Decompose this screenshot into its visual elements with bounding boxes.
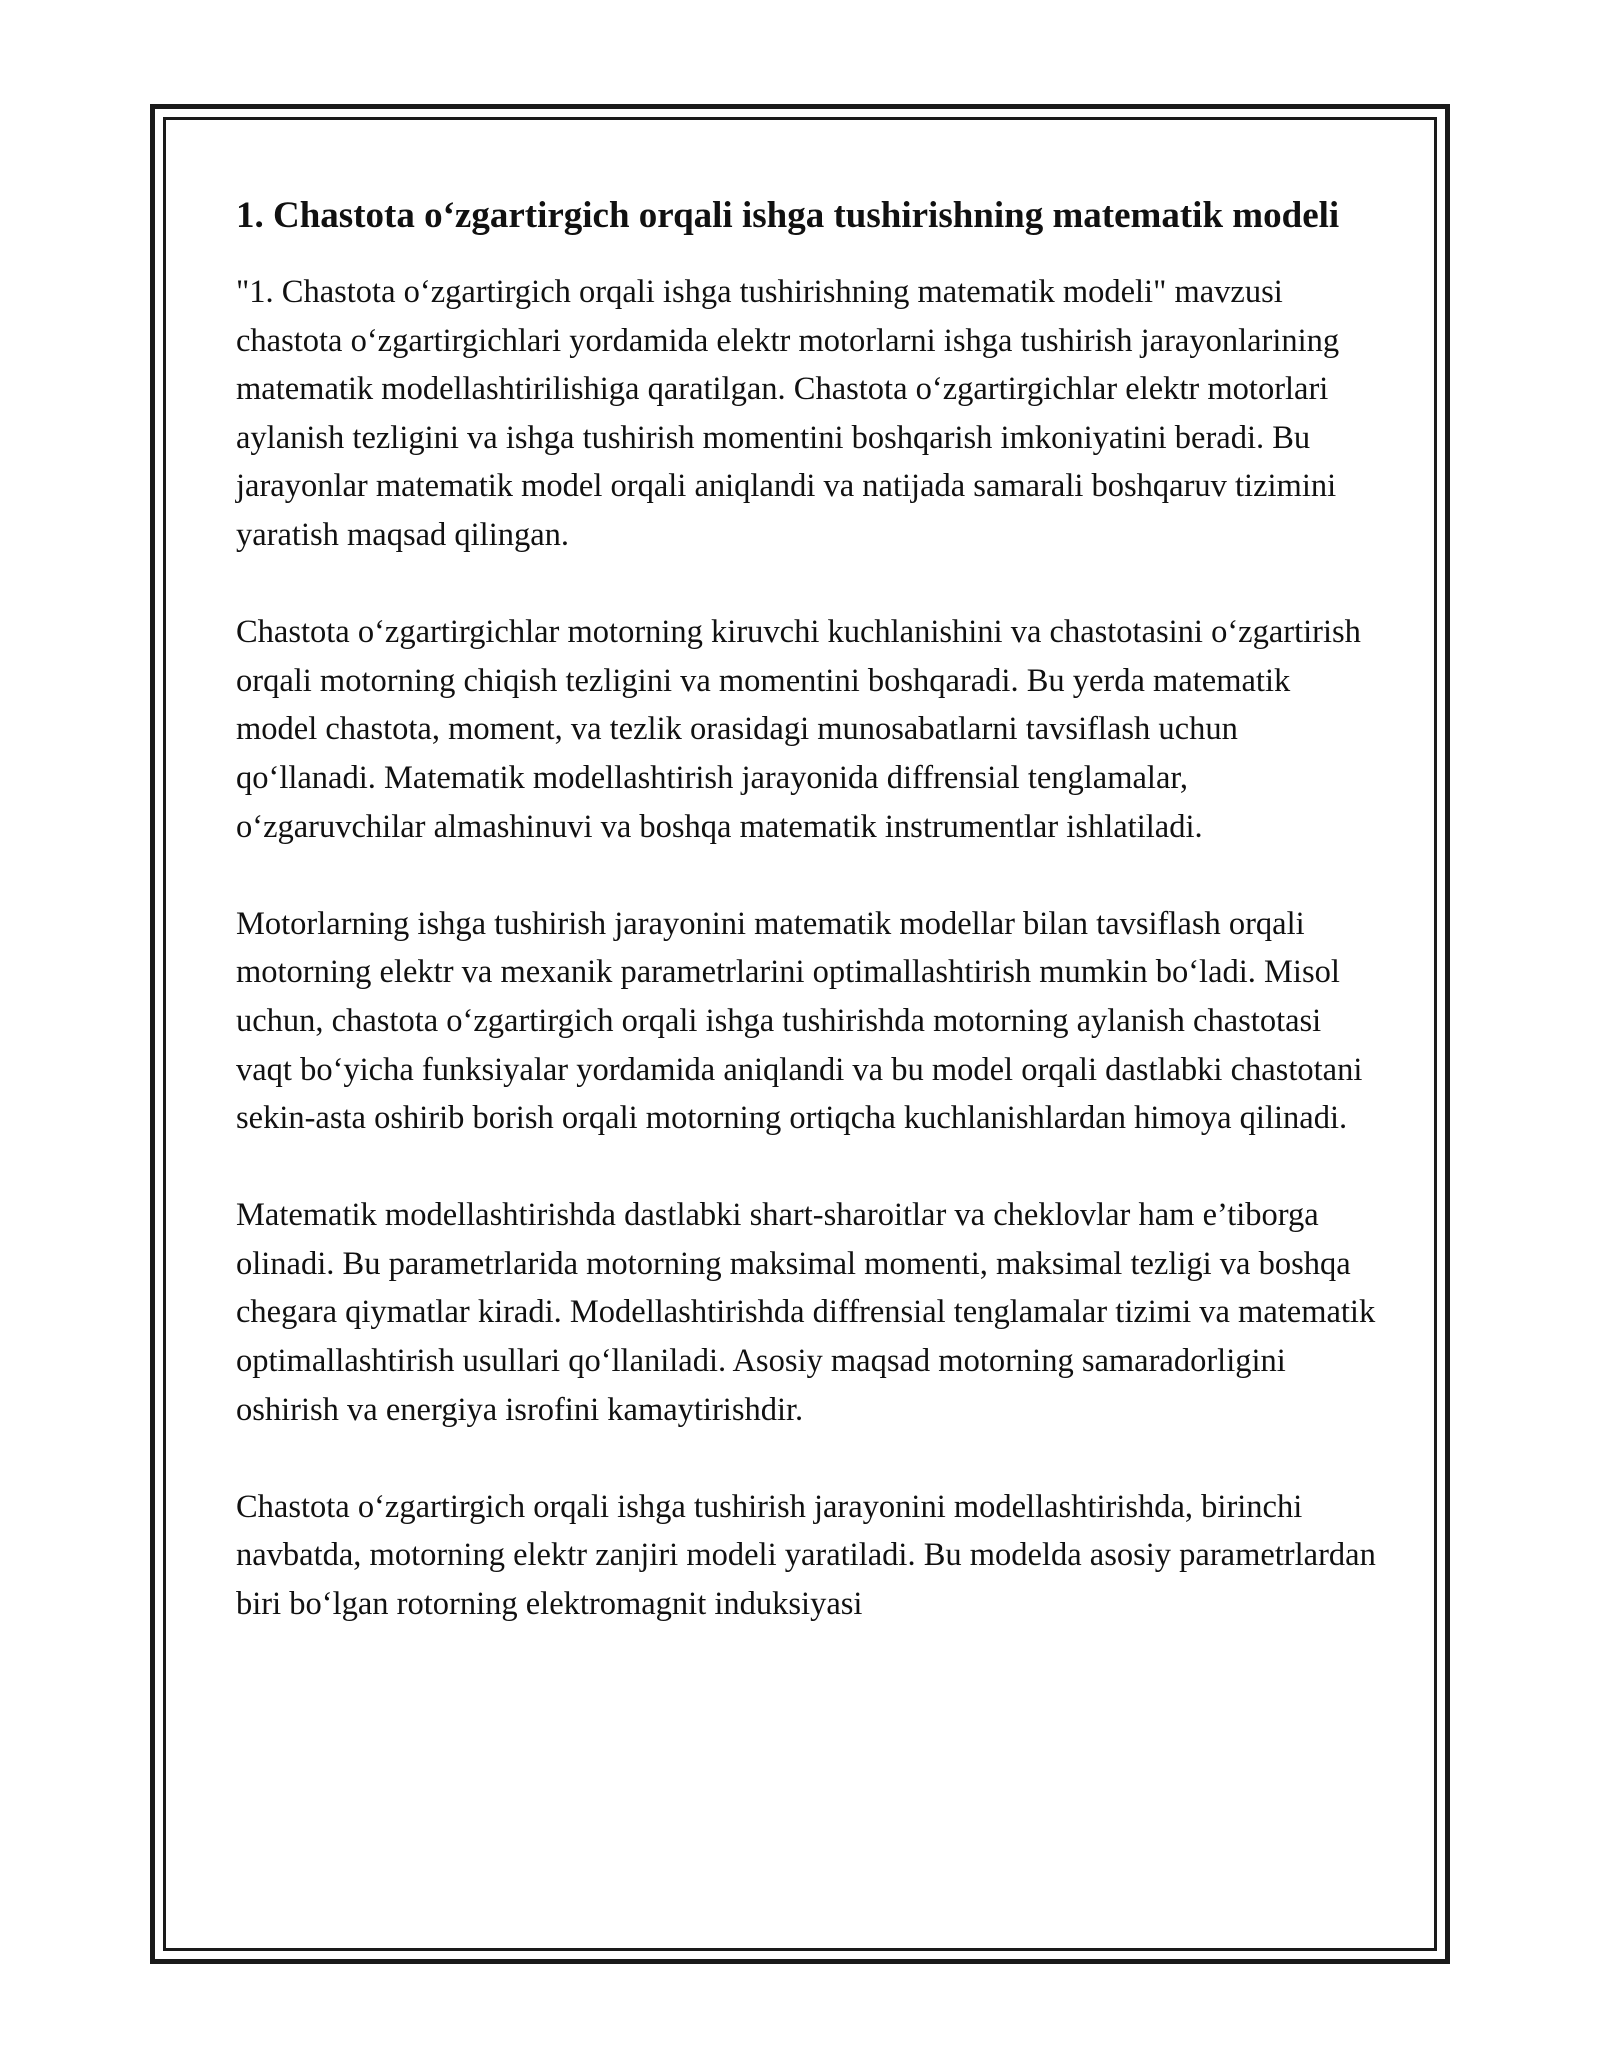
paragraph-4: Matematik modellashtirishda dastlabki shart-sharoitlar va cheklovlar ham e’tiborga olinadi. Bu parametrlarida motorning maksimal momenti, maksimal tezligi va boshqa chegara qiymatlar kiradi. Modellashtirishda diffrensial tenglamalar tizimi va matematik optimallashtirish usullari qo‘llaniladi. Asosiy maqsad motorning samaradorligini oshirish va energiya isrofini kamaytirishdir.	[236, 1197, 1376, 1428]
section-heading: 1. Chastota o‘zgartirgich orqali ishga tushirishning matematik modeli	[236, 195, 1340, 236]
paragraph-5: Chastota o‘zgartirgich orqali ishga tushirish jarayonini modellashtirishda, birinchi navbatda, motorning elektr zanjiri modeli yaratiladi. Bu modelda asosiy parametrlardan biri bo‘lgan rotorning elektromagnit induksiyasi	[236, 1488, 1376, 1623]
paragraph-2: Chastota o‘zgartirgichlar motorning kiruvchi kuchlanishini va chastotasini o‘zgartirish orqali motorning chiqish tezligini va momentini boshqaradi. Bu yerda matematik model chastota, moment, va tezlik orasidagi munosabatlarni tavsiflash uchun qo‘llanadi. Matematik modellashtirish jarayonida diffrensial tenglamalar, o‘zgaruvchilar almashinuvi va boshqa matematik instrumentlar ishlatiladi.	[236, 614, 1361, 845]
paragraph-3: Motorlarning ishga tushirish jarayonini matematik modellar bilan tavsiflash orqali motorning elektr va mexanik parametrlarini optimallashtirish mumkin bo‘ladi. Misol uchun, chastota o‘zgartirgich orqali ishga tushirishda motorning aylanish chastotasi vaqt bo‘yicha funksiyalar yordamida aniqlandi va bu model orqali dastlabki chastotani sekin-asta oshirib borish orqali motorning ortiqcha kuchlanishlardan himoya qilinadi.	[236, 905, 1363, 1137]
document-content	[236, 188, 1376, 1677]
paragraph-1: "1. Chastota o‘zgartirgich orqali ishga tushirishning matematik modeli" mavzusi chastota o‘zgartirgichlari yordamida elektr motorlarni ishga tushirish jarayonlarining matematik modellashtirilishiga qaratilgan. Chastota o‘zgartirgichlar elektr motorlari aylanish tezligini va ishga tushirish momentini boshqarish imkoniyatini beradi. Bu jarayonlar matematik model orqali aniqlandi va natijada samarali boshqaruv tizimini yaratish maqsad qilingan.	[236, 274, 1340, 553]
